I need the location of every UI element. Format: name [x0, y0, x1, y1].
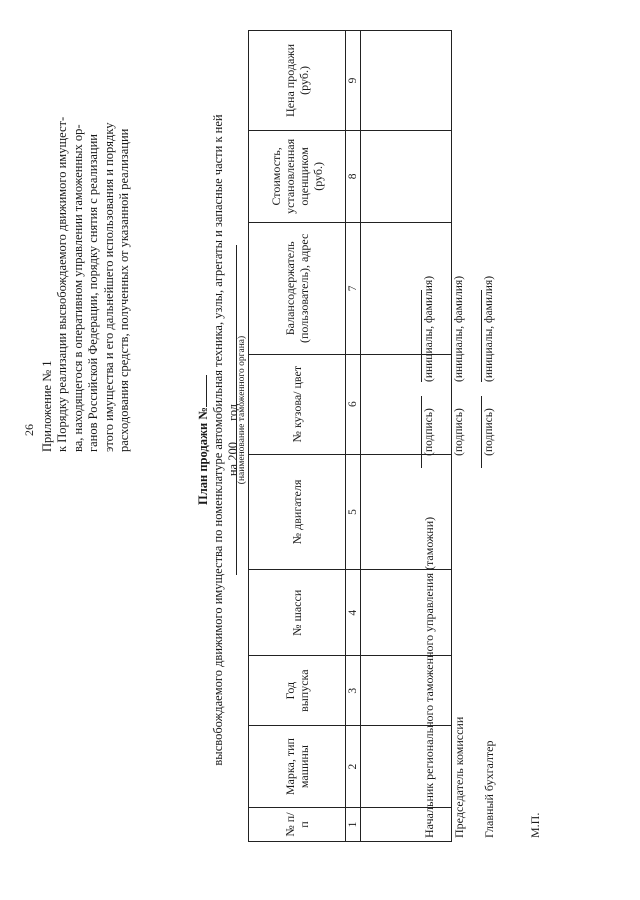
column-number: 1: [346, 808, 361, 842]
signature-role: Главный бухгалтер: [482, 740, 496, 838]
column-number: 6: [346, 354, 361, 454]
plan-title: [196, 90, 211, 790]
header-cell: Балансодержатель (пользователь), адрес: [249, 222, 346, 354]
appendix-line: Приложение № 1: [40, 360, 54, 452]
header-cell: № п/п: [249, 808, 346, 842]
header-cell: Год выпуска: [249, 656, 346, 726]
table-cell: [361, 656, 452, 726]
title-block: [196, 90, 241, 790]
table-cell: [361, 130, 452, 222]
column-number: 9: [346, 31, 361, 131]
signature-caption: (подпись): [453, 408, 465, 456]
signature-field: [468, 396, 495, 468]
name-line: [438, 290, 452, 382]
stamp-placeholder: М.П.: [528, 812, 542, 838]
table-cell: [361, 808, 452, 842]
name-line: [468, 290, 482, 382]
appendix-line: ва, находящегося в оперативном управлении таможенных ор-: [70, 124, 85, 452]
column-number: 3: [346, 656, 361, 726]
name-field: [408, 275, 435, 382]
header-cell: № шасси: [249, 570, 346, 656]
name-caption: (инициалы, фамилия): [453, 275, 465, 382]
header-cell: № двигателя: [249, 454, 346, 570]
plan-number-blank: [196, 375, 207, 407]
appendix-line: этого имущества и его дальнейшего использования и порядку: [101, 122, 116, 452]
table-header-row: [249, 31, 346, 842]
appendix-line: к Порядку реализации высвобождаемого движимого имущест-: [55, 116, 70, 452]
name-caption: (инициалы, фамилия): [483, 275, 495, 382]
column-number: 4: [346, 570, 361, 656]
header-cell: № кузова/ цвет: [249, 354, 346, 454]
name-line: [408, 290, 422, 382]
header-cell: Цена продажи (руб.): [249, 31, 346, 131]
signature-line: [438, 396, 452, 468]
table-cell: [361, 570, 452, 656]
name-field: [468, 275, 495, 382]
table-cell: [361, 31, 452, 131]
plan-title-text: План продажи №: [196, 407, 210, 505]
table-cell: [361, 454, 452, 570]
name-field: [438, 275, 465, 382]
signature-caption: (подпись): [423, 408, 435, 456]
name-caption: (инициалы, фамилия): [423, 275, 435, 382]
table-cell: [361, 726, 452, 808]
signature-field: [408, 396, 435, 468]
signature-role: Председатель комиссии: [452, 716, 466, 838]
header-cell: Стоимость, установленная оценщиком (руб.): [249, 130, 346, 222]
column-number: 2: [346, 726, 361, 808]
column-number: 7: [346, 222, 361, 354]
year-suffix: год: [226, 403, 240, 421]
signature-caption: (подпись): [483, 408, 495, 456]
header-cell: Марка, тип машины: [249, 726, 346, 808]
page-number: 26: [22, 424, 36, 436]
column-number: 5: [346, 454, 361, 570]
plan-subtitle: высвобождаемого движимого имущества по номенклатуре автомобильная техника, узлы, агрегаты и запасные части к ней: [211, 114, 225, 766]
column-number-row: [346, 31, 361, 842]
appendix-line: ганов Российской Федерации, порядку снятия с реализации: [86, 134, 101, 452]
appendix-line: расходования средств, полученных от указанной реализации: [117, 128, 132, 452]
year-prefix: на 200: [226, 442, 240, 477]
column-number: 8: [346, 130, 361, 222]
signature-line: [468, 396, 482, 468]
appendix-note: [40, 52, 132, 452]
signature-role: Начальник регионального таможенного управления (таможни): [422, 516, 436, 838]
signature-line: [408, 396, 422, 468]
organ-caption: (наименование таможенного органа): [237, 335, 247, 485]
signature-field: [438, 396, 465, 468]
